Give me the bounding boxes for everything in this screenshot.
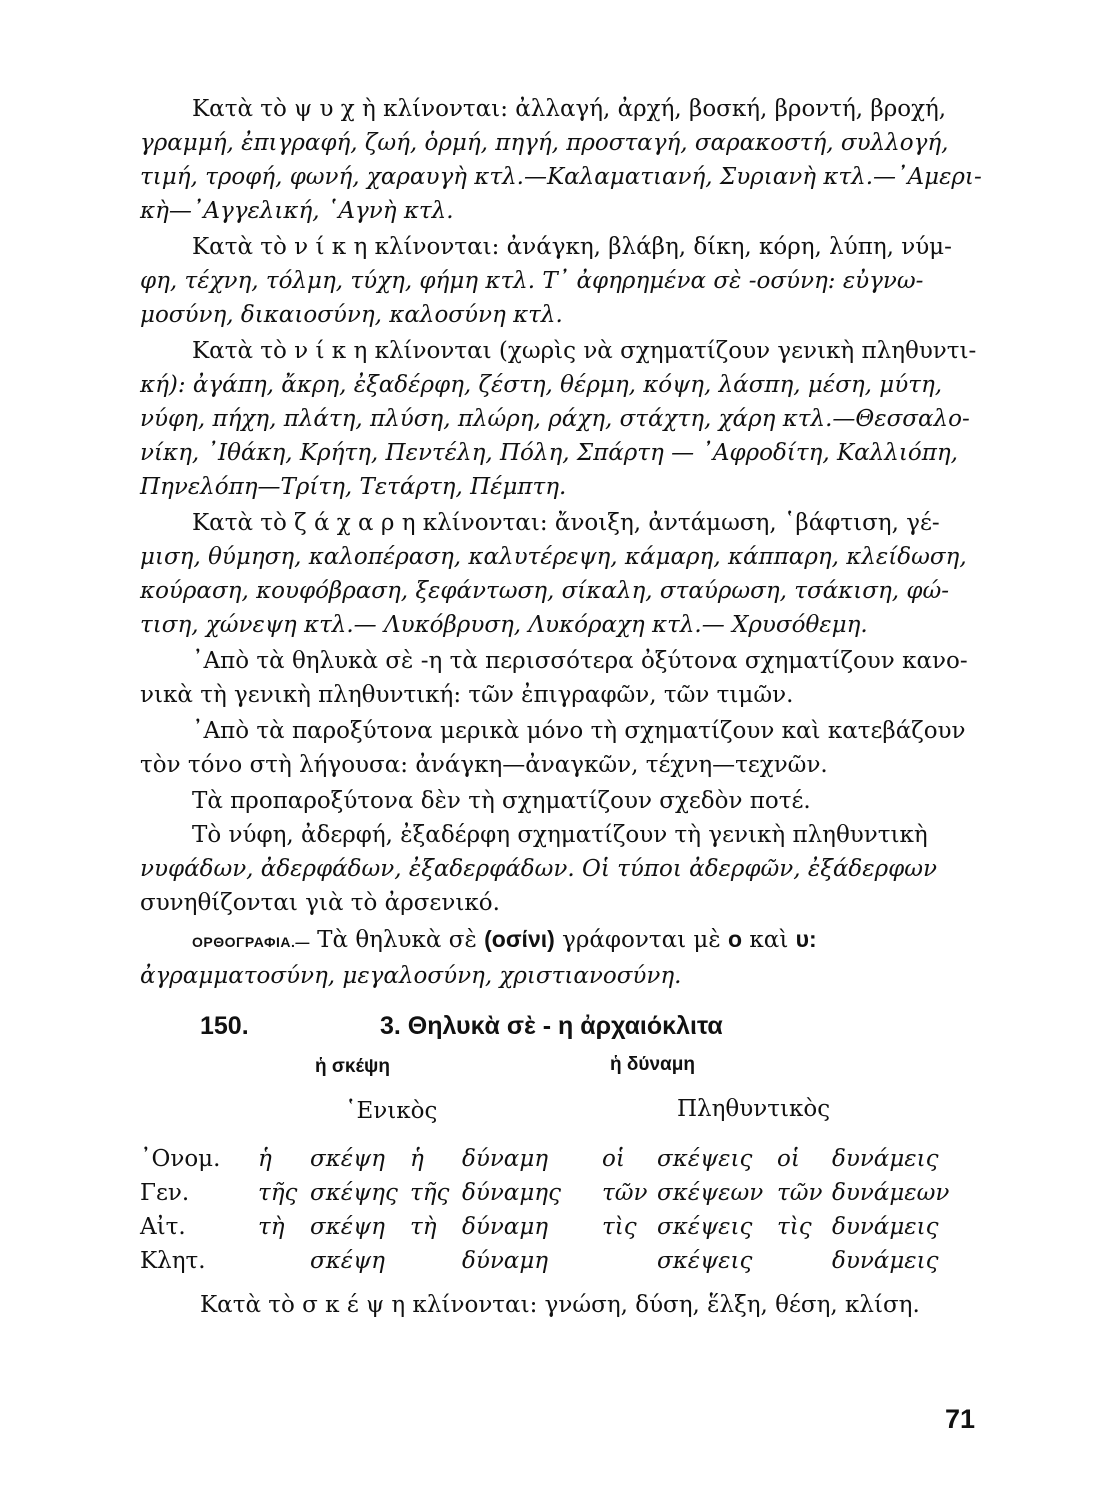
text-line: γραμμή, ἐπιγραφή, ζωή, ὁρμή, πηγή, προσταγή, σαρακοστή, συλλογή, [140, 130, 949, 156]
text-line: τιμή, τροφή, φωνή, χαραυγὴ κτλ.—Καλαματιανή, Συριανὴ κτλ.—᾽Αμερι- [140, 164, 982, 190]
text-line: Τὰ προπαροξύτονα δὲν τὴ σχηματίζουν σχεδὸν ποτέ. [192, 788, 811, 814]
article [410, 1244, 462, 1278]
table-row [140, 1210, 949, 1244]
article: ἡ [410, 1146, 424, 1172]
article [777, 1244, 832, 1278]
word: σκέψεων [657, 1180, 764, 1206]
word: σκέψη [310, 1248, 385, 1274]
text-line: Κατὰ τὸ ν ί κ η κλίνονται (χωρὶς νὰ σχηματίζουν γενικὴ πληθυντι- [192, 338, 977, 364]
case-label: Αἰτ. [140, 1214, 186, 1240]
orthography-text: γράφονται μὲ [562, 927, 721, 953]
paragraph-nyfi [140, 818, 960, 920]
text-line: μοσύνη, δικαιοσύνη, καλοσύνη κτλ. [140, 302, 563, 328]
article: οἱ [602, 1146, 625, 1172]
article: τὴ [258, 1214, 285, 1240]
orthography-letter: ο [728, 926, 743, 952]
orthography-label: ΟΡΘΟΓΡΑΦΙΑ.— [192, 934, 310, 950]
word: δύναμη [462, 1214, 549, 1240]
singular-header: ῾Ενικὸς [345, 1098, 438, 1124]
text-line: νυφάδων, ἀδερφάδων, ἐξαδερφάδων. Οἱ τύποι ἀδερφῶν, ἐξάδερφων [140, 856, 937, 882]
text-line: τιση, χώνεψη κτλ.— Λυκόβρυση, Λυκόραχη κτλ.— Χρυσόθεμη. [140, 612, 868, 638]
article: τῆς [258, 1180, 298, 1206]
page-number: 71 [945, 1404, 976, 1434]
text-line: ᾽Απὸ τὰ θηλυκὰ σὲ -η τὰ περισσότερα ὀξύτονα σχηματίζουν κανο- [192, 648, 968, 674]
noun-caption-skepsi: ἡ σκέψη [315, 1056, 390, 1077]
article: τῆς [410, 1180, 450, 1206]
article [258, 1244, 310, 1278]
paragraph-orthography [140, 922, 960, 993]
article: τὶς [777, 1214, 812, 1240]
word: δύναμη [462, 1146, 549, 1172]
paragraph-nike-no-genitive [140, 334, 977, 504]
text-line: νικὰ τὴ γενικὴ πληθυντική: τῶν ἐπιγραφῶν, τῶν τιμῶν. [140, 682, 794, 708]
word: δύναμης [462, 1180, 561, 1206]
case-label: Γεν. [140, 1180, 190, 1206]
orthography-term: (οσίνι) [484, 926, 555, 952]
word: σκέψεις [657, 1248, 753, 1274]
word: δυνάμεις [832, 1146, 939, 1172]
text-line: Τὸ νύφη, ἀδερφή, ἐξαδέρφη σχηματίζουν τὴ γενικὴ πληθυντικὴ [192, 822, 928, 848]
word: σκέψεις [657, 1146, 753, 1172]
text-line: φη, τέχνη, τόλμη, τύχη, φήμη κτλ. Τ᾽ ἀφηρημένα σὲ -οσύνη: εὐγνω- [140, 268, 924, 294]
word: δυνάμεις [832, 1248, 939, 1274]
case-label: Κλητ. [140, 1248, 206, 1274]
text-line [140, 922, 960, 959]
article: τὶς [602, 1214, 637, 1240]
paragraph-paroxytone [140, 714, 966, 782]
paragraph-oxytone [140, 644, 968, 712]
text-line: τὸν τόνο στὴ λήγουσα: ἀνάγκη—ἀναγκῶν, τέχνη—τεχνῶν. [140, 752, 828, 778]
word: δύναμη [462, 1248, 549, 1274]
orthography-letter: υ: [795, 926, 817, 952]
text-line: ᾽Απὸ τὰ παροξύτονα μερικὰ μόνο τὴ σχηματίζουν καὶ κατεβάζουν [192, 718, 966, 744]
orthography-text: καὶ [749, 927, 789, 953]
word: σκέψης [310, 1180, 398, 1206]
paragraph-zachari [140, 506, 967, 642]
text-line: Κατὰ τὸ ν ί κ η κλίνονται: ἀνάγκη, βλάβη, δίκη, κόρη, λύπη, νύμ- [192, 234, 952, 260]
section-number: 150. [200, 1012, 249, 1040]
text-line: κή): ἀγάπη, ἄκρη, ἐξαδέρφη, ζέστη, θέρμη, κόψη, λάσπη, μέση, μύτη, [140, 372, 943, 398]
text-line: νύφη, πήχη, πλάτη, πλύση, πλώρη, ράχη, στάχτη, χάρη κτλ.—Θεσσαλο- [140, 406, 970, 432]
word: σκέψη [310, 1146, 385, 1172]
case-label: ᾽Ονομ. [140, 1146, 221, 1172]
text-line: Κατὰ τὸ ψ υ χ ὴ κλίνονται: ἀλλαγή, ἀρχή, βοσκή, βροντή, βροχή, [192, 96, 947, 122]
table-row [140, 1176, 949, 1210]
article: τῶν [777, 1180, 823, 1206]
word: σκέψεις [657, 1214, 753, 1240]
text-line: Κατὰ τὸ ζ ά χ α ρ η κλίνονται: ἄνοιξη, ἀντάμωση, ῾βάφτιση, γέ- [192, 510, 940, 536]
orthography-text: Τὰ θηλυκὰ σὲ [317, 927, 477, 953]
article: οἱ [777, 1146, 800, 1172]
word: σκέψη [310, 1214, 385, 1240]
paragraph-proparoxytone [140, 784, 960, 818]
closing-line: Κατὰ τὸ σ κ έ ψ η κλίνονται: γνώση, δύση, ἕλξη, θέση, κλίση. [200, 1292, 920, 1318]
declension-table [140, 1142, 949, 1278]
text-line: μιση, θύμηση, καλοπέραση, καλυτέρεψη, κάμαρη, κάππαρη, κλείδωση, [140, 544, 967, 570]
text-line: συνηθίζονται γιὰ τὸ ἀρσενικό. [140, 890, 500, 916]
table-row [140, 1142, 949, 1176]
article: τὴ [410, 1214, 437, 1240]
article: τῶν [602, 1180, 648, 1206]
text-line: κὴ—᾽Αγγελική, ῾Αγνὴ κτλ. [140, 198, 454, 224]
text-line: ἀγραμματοσύνη, μεγαλοσύνη, χριστιανοσύνη. [140, 963, 682, 989]
text-line: κούραση, κουφόβραση, ξεφάντωση, σίκαλη, σταύρωση, τσάκιση, φώ- [140, 578, 950, 604]
word: δυνάμεων [832, 1180, 950, 1206]
article [602, 1244, 657, 1278]
text-line: νίκη, ᾽Ιθάκη, Κρήτη, Πεντέλη, Πόλη, Σπάρτη — ᾽Αφροδίτη, Καλλιόπη, [140, 440, 958, 466]
text-line: Πηνελόπη—Τρίτη, Τετάρτη, Πέμπτη. [140, 474, 567, 500]
plural-header: Πληθυντικὸς [677, 1096, 831, 1122]
paragraph-nike [140, 230, 960, 332]
noun-caption-dynami: ἡ δύναμη [610, 1054, 695, 1075]
article: ἡ [258, 1146, 272, 1172]
table-row [140, 1244, 949, 1278]
word: δυνάμεις [832, 1214, 939, 1240]
paragraph-psyche [140, 92, 982, 228]
section-title: 3. Θηλυκὰ σὲ - η ἀρχαιόκλιτα [380, 1012, 723, 1040]
